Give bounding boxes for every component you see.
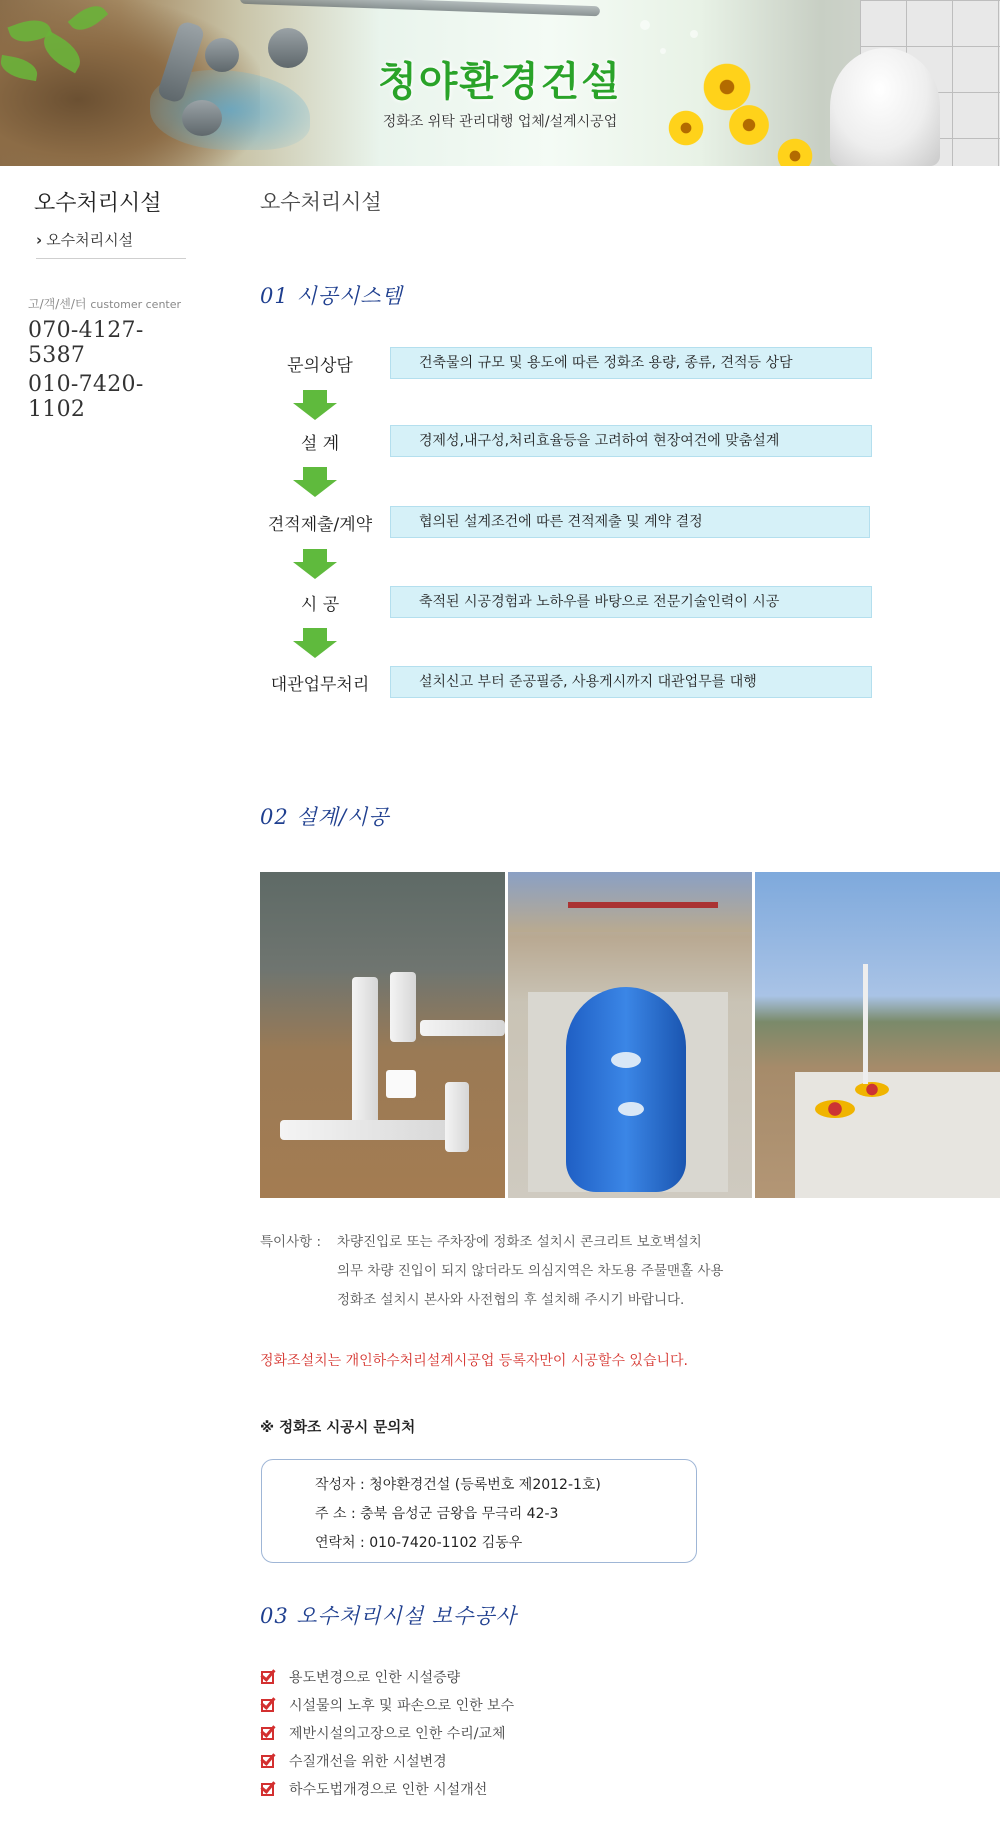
special-notes — [260, 1228, 723, 1315]
section-heading-3: 03 오수처리시설 보수공사 — [260, 1604, 517, 1628]
flow-step-label: 문의상담 — [287, 356, 353, 376]
flow-step-description: 설치신고 부터 준공필증, 사용게시까지 대관업무를 대행 — [390, 666, 872, 698]
special-notes-label: 특이사항 : — [260, 1234, 322, 1250]
contact-line: 작성자 : 청야환경건설 (등록번호 제2012-1호) — [315, 1477, 601, 1493]
site-subtitle: 정화조 위탁 관리대행 업체/설계시공업 — [382, 114, 618, 130]
flow-step-description: 경제성,내구성,처리효율등을 고려하여 현장여건에 맞춤설계 — [390, 425, 872, 457]
flow-step — [260, 506, 900, 538]
arrow-down-icon — [293, 549, 337, 579]
list-item-label: 시설물의 노후 및 파손으로 인한 보수 — [289, 1698, 515, 1714]
special-note-line: 의무 차량 진입이 되지 않더라도 의심지역은 차도용 주물맨홀 사용 — [337, 1263, 724, 1279]
checkbox-checked-icon — [260, 1780, 278, 1798]
sidebar — [28, 186, 188, 422]
flow-step-description: 건축물의 규모 및 용도에 따른 정화조 용량, 종류, 견적등 상담 — [390, 347, 872, 379]
tank-opening — [618, 1102, 644, 1116]
banner-bokeh — [640, 20, 650, 30]
arrow-down-icon — [293, 628, 337, 658]
arrow-down-icon — [293, 390, 337, 420]
chevron-right-icon: › — [36, 231, 43, 249]
phone-number-2: 010-7420-1102 — [28, 372, 144, 422]
section-heading-1: 01 시공시스템 — [260, 284, 403, 308]
tank-opening — [611, 1052, 641, 1068]
flow-step-description: 축적된 시공경험과 노하우를 바탕으로 전문기술인력이 시공 — [390, 586, 872, 618]
banner-pipe — [240, 0, 600, 16]
flow-step-label: 시 공 — [300, 595, 340, 615]
checkbox-checked-icon — [260, 1724, 278, 1742]
registration-warning: 정화조설치는 개인하수처리설계시공업 등록자만이 시공할수 있습니다. — [260, 1353, 688, 1369]
customer-center-label-ko: 고/객/센/터 — [28, 297, 87, 311]
contact-line: 주 소 : 충북 음성군 금왕읍 무극리 42-3 — [315, 1506, 559, 1522]
checkbox-checked-icon — [260, 1752, 278, 1770]
phone-number-1: 070-4127-5387 — [28, 318, 144, 368]
contact-line: 연락처 : 010-7420-1102 김동우 — [315, 1535, 523, 1551]
list-item — [260, 1691, 514, 1719]
construction-photo-manholes — [755, 872, 1000, 1198]
page-title: 오수처리시설 — [260, 190, 382, 214]
sidebar-title: 오수처리시설 — [34, 191, 162, 216]
sidebar-item-label: 오수처리시설 — [46, 231, 134, 249]
construction-photo-tank — [508, 872, 752, 1198]
list-item — [260, 1663, 514, 1691]
steel-frame — [568, 902, 718, 908]
flow-step-label: 견적제출/계약 — [267, 515, 373, 535]
vent-pipe — [863, 964, 868, 1084]
header-banner — [0, 0, 1000, 166]
list-item-label: 하수도법개경으로 인한 시설개선 — [289, 1782, 488, 1798]
main-content — [260, 186, 1000, 216]
checkbox-checked-icon — [260, 1696, 278, 1714]
flow-step-description: 협의된 설계조건에 따른 견적제출 및 계약 결정 — [390, 506, 870, 538]
sidebar-item-sewage[interactable] — [36, 229, 186, 259]
section-heading-2: 02 설계/시공 — [260, 805, 390, 829]
flow-step — [260, 666, 900, 698]
contact-info-box — [261, 1459, 697, 1563]
checkbox-checked-icon — [260, 1668, 278, 1686]
special-note-line: 정화조 설치시 본사와 사전협의 후 설치해 주시기 바랍니다. — [337, 1292, 685, 1308]
flow-step-label: 설 계 — [300, 434, 340, 454]
contact-heading: ※ 정화조 시공시 문의처 — [260, 1420, 416, 1436]
list-item — [260, 1775, 514, 1803]
banner-bokeh — [690, 30, 698, 38]
flow-step — [260, 425, 900, 457]
customer-center-label — [28, 295, 188, 312]
site-title: 청야환경건설 — [378, 59, 622, 105]
list-item-label: 제반시설의고장으로 인한 수리/교체 — [289, 1726, 506, 1742]
flow-step — [260, 586, 900, 618]
customer-center-label-en: customer center — [90, 298, 182, 311]
list-item-label: 수질개선을 위한 시설변경 — [289, 1754, 447, 1770]
flow-step — [260, 347, 900, 379]
list-item-label: 용도변경으로 인한 시설증량 — [289, 1670, 461, 1686]
arrow-down-icon — [293, 467, 337, 497]
banner-flower — [775, 136, 815, 166]
flow-step-label: 대관업무처리 — [270, 675, 370, 695]
construction-photo-pipes — [260, 872, 505, 1198]
special-note-line: 차량진입로 또는 주차장에 정화조 설치시 콘크리트 보호벽설치 — [337, 1234, 702, 1250]
list-item — [260, 1719, 514, 1747]
list-item — [260, 1747, 514, 1775]
repair-checklist — [260, 1663, 514, 1803]
